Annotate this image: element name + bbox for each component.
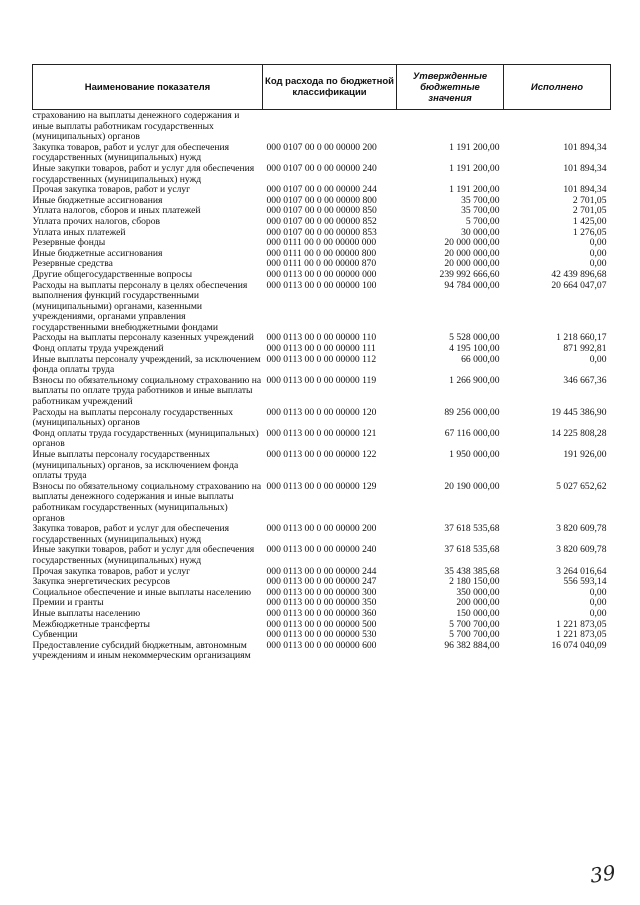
executed-amount-cell: 1 218 660,17: [556, 332, 607, 344]
budget-code-cell: [263, 110, 397, 143]
budget-code-cell: 000 0107 00 0 00 00000 244: [266, 184, 377, 196]
budget-code-cell: 000 0113 00 0 00 00000 110: [266, 332, 377, 344]
table-row: [33, 609, 611, 620]
executed-amount-cell: [504, 110, 611, 143]
indicator-name-cell: Иные бюджетные ассигнования: [32, 247, 163, 259]
handwritten-page-number: 39: [588, 860, 617, 888]
indicator-name-cell: Взносы по обязательному социальному страхованию на выплаты денежного содержания и иные выплаты работникам государственных (муниципальных) органов: [32, 480, 262, 524]
budget-code-cell: 000 0111 00 0 00 00000 870: [266, 258, 377, 270]
budget-code-cell: 000 0113 00 0 00 00000 122: [266, 449, 377, 460]
approved-amount-cell: 5 700 700,00: [449, 618, 500, 630]
executed-amount-cell: 42 439 896,68: [551, 268, 607, 280]
table-row: [33, 217, 611, 228]
indicator-name-cell: Фонд оплаты труда учреждений: [32, 343, 164, 355]
approved-amount-cell: 30 000,00: [461, 226, 500, 238]
executed-amount-cell: 1 425,00: [572, 215, 607, 227]
executed-amount-cell: 3 820 609,78: [556, 523, 607, 535]
executed-amount-cell: 191 926,00: [563, 449, 607, 460]
table-row: [33, 281, 611, 334]
budget-code-cell: 000 0113 00 0 00 00000 129: [266, 480, 377, 492]
budget-code-cell: 000 0107 00 0 00 00000 853: [266, 226, 377, 238]
table-header: [33, 65, 611, 110]
executed-amount-cell: 2 701,05: [572, 194, 607, 206]
budget-code-cell: 000 0113 00 0 00 00000 100: [266, 279, 377, 291]
indicator-name-cell: Иные бюджетные ассигнования: [32, 194, 163, 206]
indicator-name-cell: Субвенции: [32, 629, 78, 641]
executed-amount-cell: 101 894,34: [563, 141, 607, 153]
executed-amount-cell: 101 894,34: [563, 162, 607, 174]
table-row: [33, 450, 611, 482]
approved-amount-cell: 35 700,00: [461, 205, 500, 217]
indicator-name-cell: Расходы на выплаты персоналу в целях обеспечения выполнения функций государственными (муниципальными) органами, казенными учреждениями, органами управления государственными внебюджетными фондами: [32, 279, 248, 333]
table-row: [33, 110, 611, 143]
approved-amount-cell: 2 180 150,00: [449, 576, 500, 588]
budget-code-cell: 000 0113 00 0 00 00000 112: [266, 353, 377, 365]
budget-code-cell: 000 0113 00 0 00 00000 600: [266, 639, 377, 651]
indicator-name-cell: Взносы по обязательному социальному страхованию на выплаты по оплате труда работников и иные выплаты работникам учреждений: [32, 374, 262, 408]
indicator-name-cell: Прочая закупка товаров, работ и услуг: [32, 565, 191, 577]
executed-amount-cell: 0,00: [589, 607, 607, 619]
approved-amount-cell: 67 116 000,00: [444, 427, 500, 439]
indicator-name-cell: страхованию на выплаты денежного содержания и иные выплаты работникам государственных (муниципальных) органов: [32, 110, 240, 143]
executed-amount-cell: 14 225 808,28: [551, 427, 607, 439]
indicator-name-cell: Премии и гранты: [32, 597, 104, 609]
approved-amount-cell: [397, 110, 504, 143]
indicator-name-cell: Закупка энергетических ресурсов: [32, 576, 171, 588]
budget-code-cell: 000 0113 00 0 00 00000 120: [266, 406, 377, 418]
indicator-name-cell: Уплата прочих налогов, сборов: [32, 215, 161, 227]
table-row: [33, 270, 611, 281]
approved-amount-cell: 350 000,00: [456, 586, 500, 598]
approved-amount-cell: 5 528 000,00: [449, 332, 500, 344]
table-row: [33, 376, 611, 408]
budget-code-cell: 000 0111 00 0 00 00000 800: [266, 247, 377, 259]
approved-amount-cell: 1 191 200,00: [449, 141, 500, 153]
approved-amount-cell: 20 000 000,00: [444, 247, 500, 259]
header-indicator-name: Наименование показателя: [33, 65, 263, 110]
indicator-name-cell: Иные выплаты персоналу государственных (муниципальных) органов, за исключением фонда оплаты труда: [32, 449, 239, 482]
approved-amount-cell: 20 000 000,00: [444, 258, 500, 270]
table-row: [33, 545, 611, 566]
approved-amount-cell: 5 700 700,00: [449, 629, 500, 641]
budget-code-cell: 000 0113 00 0 00 00000 000: [266, 268, 377, 280]
executed-amount-cell: 0,00: [589, 247, 607, 259]
indicator-name-cell: Социальное обеспечение и иные выплаты населению: [32, 586, 251, 598]
executed-amount-cell: 3 820 609,78: [556, 544, 607, 556]
table-body: [33, 110, 611, 662]
executed-amount-cell: 20 664 047,07: [551, 279, 607, 291]
executed-amount-cell: 1 221 873,05: [556, 629, 607, 641]
executed-amount-cell: 0,00: [589, 258, 607, 270]
approved-amount-cell: 37 618 535,68: [444, 544, 500, 556]
approved-amount-cell: 4 195 100,00: [449, 343, 500, 355]
budget-code-cell: 000 0111 00 0 00 00000 000: [266, 237, 377, 249]
indicator-name-cell: Закупка товаров, работ и услуг для обеспечения государственных (муниципальных) нужд: [32, 141, 230, 164]
approved-amount-cell: 239 992 666,60: [439, 268, 500, 280]
table-row: [33, 355, 611, 376]
table-row: [33, 408, 611, 429]
indicator-name-cell: Фонд оплаты труда государственных (муниципальных) органов: [32, 427, 259, 450]
indicator-name-cell: Расходы на выплаты персоналу казенных учреждений: [32, 332, 254, 344]
executed-amount-cell: 101 894,34: [563, 184, 607, 196]
executed-amount-cell: 346 667,36: [563, 374, 607, 386]
budget-code-cell: 000 0113 00 0 00 00000 200: [266, 523, 377, 535]
executed-amount-cell: 0,00: [589, 353, 607, 365]
executed-amount-cell: 19 445 386,90: [551, 406, 607, 418]
table-row: [33, 482, 611, 524]
budget-code-cell: 000 0113 00 0 00 00000 119: [266, 374, 377, 386]
indicator-name-cell: Резервные средства: [32, 258, 113, 270]
indicator-name-cell: Иные выплаты населению: [32, 607, 141, 619]
approved-amount-cell: 1 266 900,00: [449, 374, 500, 386]
budget-code-cell: 000 0107 00 0 00 00000 852: [266, 215, 377, 227]
executed-amount-cell: 0,00: [589, 597, 607, 609]
indicator-name-cell: Другие общегосударственные вопросы: [32, 268, 193, 280]
table-row: [33, 524, 611, 545]
budget-code-cell: 000 0113 00 0 00 00000 240: [266, 544, 377, 556]
budget-code-cell: 000 0113 00 0 00 00000 530: [266, 629, 377, 641]
executed-amount-cell: 5 027 652,62: [556, 480, 607, 492]
approved-amount-cell: 20 190 000,00: [444, 480, 500, 492]
indicator-name-cell: Расходы на выплаты персоналу государственных (муниципальных) органов: [32, 406, 234, 429]
budget-code-cell: 000 0113 00 0 00 00000 111: [266, 343, 376, 355]
approved-amount-cell: 35 700,00: [461, 194, 500, 206]
header-approved-values: Утвержденные бюджетные значения: [397, 65, 504, 110]
table-row: [33, 143, 611, 164]
approved-amount-cell: 1 191 200,00: [449, 162, 500, 174]
indicator-name-cell: Иные закупки товаров, работ и услуг для обеспечения государственных (муниципальных) нужд: [32, 162, 255, 185]
executed-amount-cell: 0,00: [589, 237, 607, 249]
executed-amount-cell: 16 074 040,09: [551, 639, 607, 651]
approved-amount-cell: 1 191 200,00: [449, 184, 500, 196]
indicator-name-cell: Межбюджетные трансферты: [32, 618, 150, 630]
table-row: [33, 164, 611, 185]
header-budget-code: Код расхода по бюджетной классификации: [263, 65, 397, 110]
budget-code-cell: 000 0113 00 0 00 00000 247: [266, 576, 377, 588]
budget-execution-table: [32, 64, 611, 662]
indicator-name-cell: Уплата налогов, сборов и иных платежей: [32, 205, 201, 217]
budget-code-cell: 000 0113 00 0 00 00000 360: [266, 607, 377, 619]
budget-code-cell: 000 0113 00 0 00 00000 500: [266, 618, 377, 630]
executed-amount-cell: 871 992,81: [563, 343, 607, 355]
table-row: [33, 641, 611, 662]
approved-amount-cell: 150 000,00: [456, 607, 500, 619]
approved-amount-cell: 35 438 385,68: [444, 565, 500, 577]
budget-code-cell: 000 0107 00 0 00 00000 200: [266, 141, 377, 153]
budget-code-cell: 000 0107 00 0 00 00000 850: [266, 205, 377, 217]
budget-code-cell: 000 0107 00 0 00 00000 240: [266, 162, 377, 174]
approved-amount-cell: 96 382 884,00: [444, 639, 500, 651]
budget-code-cell: 000 0107 00 0 00 00000 800: [266, 194, 377, 206]
indicator-name-cell: Иные выплаты персоналу учреждений, за исключением фонда оплаты труда: [32, 353, 261, 376]
approved-amount-cell: 94 784 000,00: [444, 279, 500, 291]
approved-amount-cell: 5 700,00: [465, 215, 500, 227]
budget-code-cell: 000 0113 00 0 00 00000 300: [266, 586, 377, 598]
approved-amount-cell: 1 950 000,00: [449, 449, 500, 460]
header-executed: Исполнено: [504, 65, 611, 110]
approved-amount-cell: 37 618 535,68: [444, 523, 500, 535]
approved-amount-cell: 89 256 000,00: [444, 406, 500, 418]
indicator-name-cell: Прочая закупка товаров, работ и услуг: [32, 184, 191, 196]
approved-amount-cell: 66 000,00: [461, 353, 500, 365]
indicator-name-cell: Иные закупки товаров, работ и услуг для обеспечения государственных (муниципальных) нужд: [32, 544, 255, 566]
budget-code-cell: 000 0113 00 0 00 00000 121: [266, 427, 377, 439]
executed-amount-cell: 1 221 873,05: [556, 618, 607, 630]
table-row: [33, 429, 611, 450]
executed-amount-cell: 2 701,05: [572, 205, 607, 217]
executed-amount-cell: 0,00: [589, 586, 607, 598]
approved-amount-cell: 20 000 000,00: [444, 237, 500, 249]
executed-amount-cell: 3 264 016,64: [556, 565, 607, 577]
indicator-name-cell: Резервные фонды: [32, 237, 106, 249]
budget-code-cell: 000 0113 00 0 00 00000 350: [266, 597, 377, 609]
approved-amount-cell: 200 000,00: [456, 597, 500, 609]
executed-amount-cell: 1 276,05: [572, 226, 607, 238]
budget-code-cell: 000 0113 00 0 00 00000 244: [266, 565, 377, 577]
executed-amount-cell: 556 593,14: [563, 576, 607, 588]
indicator-name-cell: Уплата иных платежей: [32, 226, 126, 238]
indicator-name-cell: Закупка товаров, работ и услуг для обеспечения государственных (муниципальных) нужд: [32, 523, 230, 545]
indicator-name-cell: Предоставление субсидий бюджетным, автономным учреждениям и иным некоммерческим организациям: [32, 639, 251, 662]
